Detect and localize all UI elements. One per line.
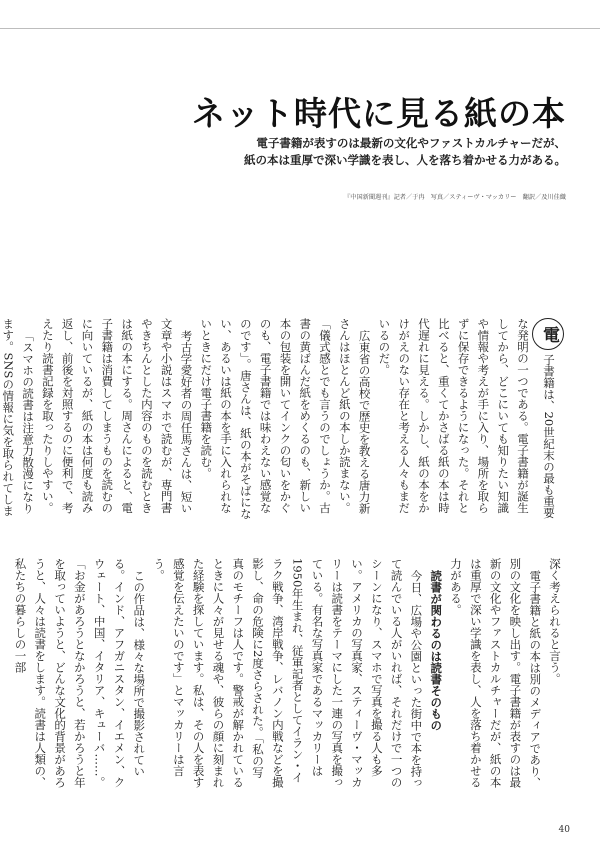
paragraph: 考古学愛好者の周任馬さんは、短い文章や小説はスマホで読むが、専門書やきちんとした内容のものを読むときは紙の本にする。周さんによると、電子書籍は消費してしまうものを読むのに向いているが、紙の本は何度も読み返し、前後を対照するのに便利で、考えたり読書記録を取ったりしやすい。 — [40, 318, 194, 514]
body-lower-tier — [13, 558, 564, 788]
paragraph: 深く考えられると言う。 — [548, 558, 562, 685]
top-rule — [0, 28, 600, 29]
page-number: 40 — [558, 825, 570, 835]
paragraph — [374, 318, 564, 524]
article-body — [1, 318, 564, 788]
paragraph: 電子書籍と紙の本は別のメディアであり、別の文化を映し出す。電子書籍が表すのは最新の文化やファストカルチャーだが、紙の本は重厚で深い学識を表し、人を落ち着かせる力がある。 — [449, 558, 543, 788]
lede-line-2: 紙の本は重厚で深い学識を表し、人を落ち着かせる力がある。 — [244, 153, 566, 167]
article-lede — [126, 135, 566, 169]
section-subhead: 読書が関わるのは読書そのもの — [429, 569, 444, 731]
paragraph: 広東省の高校で歴史を教える唐力新さんはほとんど紙の本しか読まない。「儀式感とでも言うのでしょうか。古書の黄ばんだ紙をめくるのも、新しい本の包装を開いてインクの匂いをかぐのも、電子書籍では味わえない感覚なのです」。唐さんは、紙の本がそばにない、あるいは紙の本を手に入れられないときにだけ電子書籍を読む。 — [199, 318, 372, 520]
paragraph-text: 子書籍は、20世紀末の最も重要な発明の一つである。電子書籍が誕生してから、どこにいても知りたい知識や情報や考えが手に入り、場所を取らずに保存できるようになった。それと比べると、重くてかさばる紙の本は時代遅れに見える。しかし、紙の本をかけがえのない存在と考える人々もまだいるのだ。 — [377, 318, 556, 519]
lede-line-1: 電子書籍が表すのは最新の文化やファストカルチャーだが、 — [256, 136, 566, 150]
paragraph: この作品は、様々な場所で撮影されている。インド、アフガニスタン、イエメン、クウェート、中国、イタリア、キューバ……。「お金があろうとなかろうと、若かろうと年を取っていようと、どんな文化的背景があろうと、人々は読書をします。読書は人類の、私たちの暮らしの一部 — [13, 558, 147, 788]
paragraph: 「スマホの読書は注意力散漫になります。SNSの情報に気を取られてしま — [1, 318, 36, 517]
dropcap: 電 — [532, 318, 564, 350]
paragraph: 今日、広場や公園といった街中で本を持って読んでいる人がいれば、それだけで一つのシーンになり、スマホで写真を撮る人も多い。アメリカの写真家、スティーヴ・マッカリーは読書をテーマにした一連の写真を撮っている。有名な写真家であるマッカリーは1950年生まれ、従軍記者としてイラン・イラク戦争、湾岸戦争、レバノン内戦などを撮影し、命の危険に2度さらされた。「私の写真のモチーフは人です。警戒が解かれているときに人々が見せる魂や、彼らの顔に刻まれた経験を探しています。私は、その人を表す感覚を伝えたいのです」とマッカリーは言う。 — [152, 558, 424, 788]
article-credit: 『中国新聞週刊』記者／于冉 写真／スティーヴ・マッカリー 翻訳／及川佳織 — [344, 194, 566, 201]
article-title: ネット時代に見る紙の本 — [192, 94, 566, 133]
body-upper-tier — [1, 318, 564, 524]
